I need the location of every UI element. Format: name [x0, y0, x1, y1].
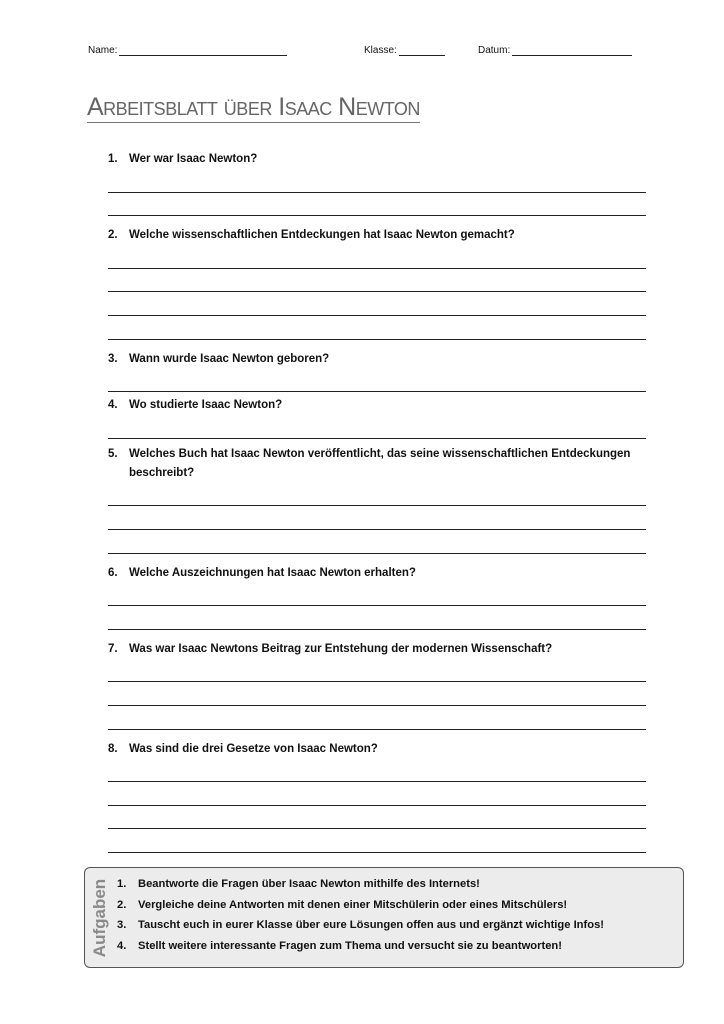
answer-line[interactable]	[108, 169, 646, 193]
worksheet-header	[88, 45, 648, 61]
task-number: 3.	[117, 919, 127, 931]
answer-line[interactable]	[108, 483, 646, 507]
task-item	[117, 895, 677, 916]
question-label: Welche wissenschaftlichen Entdeckungen hat Isaac Newton gemacht?	[129, 229, 515, 242]
answer-line[interactable]	[108, 269, 646, 293]
answer-line[interactable]	[108, 606, 646, 630]
question-label: Wann wurde Isaac Newton geboren?	[129, 352, 330, 365]
question-text	[108, 564, 646, 583]
task-number: 2.	[117, 898, 127, 911]
question-item	[108, 150, 646, 216]
question-item	[108, 226, 646, 339]
class-field[interactable]	[364, 45, 445, 56]
answer-line[interactable]	[108, 415, 646, 439]
question-label: Wo studierte Isaac Newton?	[129, 399, 283, 412]
name-field[interactable]	[88, 45, 287, 56]
answer-line[interactable]	[108, 530, 646, 554]
question-number: 6.	[108, 566, 118, 579]
question-label: Welche Auszeichnungen hat Isaac Newton erhalten?	[129, 566, 416, 579]
question-item	[108, 445, 646, 554]
question-number: 1.	[108, 153, 118, 165]
answer-line[interactable]	[108, 292, 646, 316]
question-text	[108, 226, 646, 245]
page-title: Arbeitsblatt über Isaac Newton	[87, 93, 420, 121]
question-text	[108, 640, 646, 659]
question-label: Was sind die drei Gesetze von Isaac Newton?	[129, 742, 378, 755]
question-text	[108, 740, 646, 759]
question-number: 4.	[108, 399, 118, 412]
answer-line[interactable]	[108, 193, 646, 217]
question-number: 3.	[108, 352, 118, 365]
date-line[interactable]	[512, 45, 632, 56]
class-line[interactable]	[399, 45, 445, 56]
question-label: Welches Buch hat Isaac Newton veröffentlicht, das seine wissenschaftlichen Entdeckungen beschreibt?	[129, 447, 631, 479]
name-line[interactable]	[119, 45, 287, 56]
answer-line[interactable]	[108, 806, 646, 830]
question-item	[108, 350, 646, 393]
question-item	[108, 396, 646, 439]
question-number: 2.	[108, 229, 118, 242]
question-number: 5.	[108, 447, 118, 460]
task-item	[117, 915, 677, 936]
question-text	[108, 350, 646, 369]
answer-line[interactable]	[108, 245, 646, 269]
question-label: Was war Isaac Newtons Beitrag zur Entstehung der modernen Wissenschaft?	[129, 642, 553, 655]
answer-line[interactable]	[108, 369, 646, 393]
question-item	[108, 640, 646, 730]
date-label: Datum:	[478, 45, 511, 56]
class-label: Klasse:	[364, 45, 397, 56]
question-number: 8.	[108, 742, 118, 755]
tasks-box	[84, 867, 684, 968]
task-number: 4.	[117, 939, 127, 952]
task-text: Tauscht euch in eurer Klasse über eure Lösungen offen aus und ergänzt wichtige Infos!	[138, 919, 605, 931]
answer-line[interactable]	[108, 316, 646, 340]
answer-line[interactable]	[108, 782, 646, 806]
answer-line[interactable]	[108, 706, 646, 730]
task-item	[117, 936, 677, 957]
answer-line[interactable]	[108, 829, 646, 853]
answer-line[interactable]	[108, 759, 646, 783]
question-number: 7.	[108, 642, 118, 655]
task-text: Stellt weitere interessante Fragen zum Thema und versucht sie zu beantworten!	[138, 939, 562, 952]
tasks-label: Aufgaben	[90, 878, 110, 958]
task-text: Beantworte die Fragen über Isaac Newton mithilfe des Internets!	[138, 878, 480, 890]
task-text: Vergleiche deine Antworten mit denen einer Mitschülerin oder eines Mitschülers!	[138, 898, 568, 911]
question-text	[108, 445, 646, 483]
name-label: Name:	[88, 45, 118, 56]
task-number: 1.	[117, 878, 127, 890]
question-label: Wer war Isaac Newton?	[129, 153, 258, 165]
answer-line[interactable]	[108, 682, 646, 706]
question-list	[108, 150, 646, 900]
answer-line[interactable]	[108, 659, 646, 683]
answer-line[interactable]	[108, 583, 646, 607]
task-item	[117, 874, 677, 895]
question-text	[108, 396, 646, 415]
question-text	[108, 150, 646, 169]
task-list	[117, 874, 677, 956]
date-field[interactable]	[478, 45, 632, 56]
answer-line[interactable]	[108, 506, 646, 530]
question-item	[108, 564, 646, 630]
